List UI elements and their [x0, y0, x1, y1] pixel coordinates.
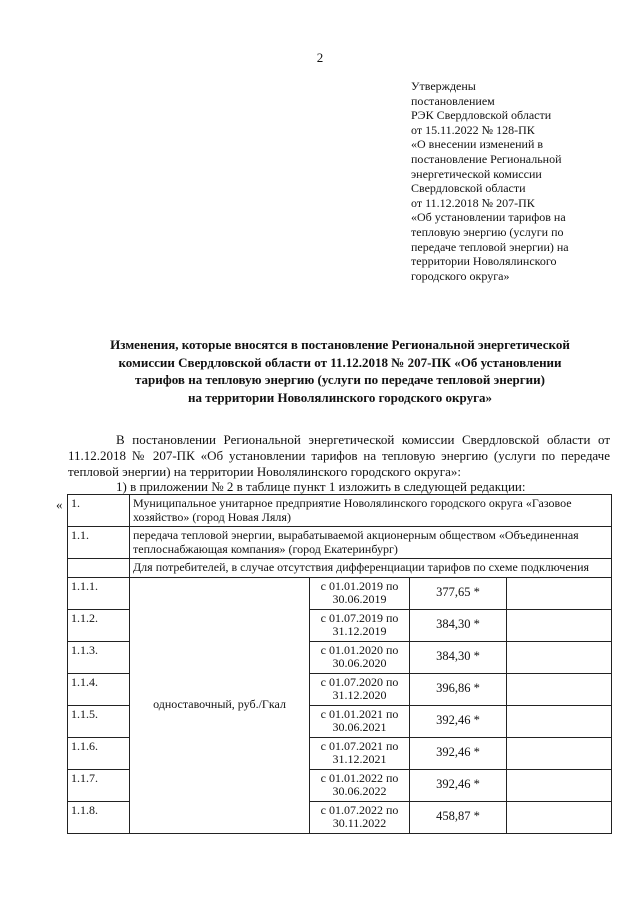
- value-cell: 392,46 *: [410, 737, 507, 769]
- rate-type-cell: одноставочный, руб./Гкал: [130, 577, 310, 833]
- row-num: 1.1.5.: [68, 705, 130, 737]
- title-line: комиссии Свердловской области от 11.12.2018 № 207-ПК «Об установлении: [118, 354, 562, 370]
- intro-text: В постановлении Региональной энергетической комиссии Свердловской области от 11.12.2018 № 207-ПК «Об установлении тарифов на тепловую энергию (услуги по передаче тепловой энергии) на территории Новолялинского городского округа»:: [68, 432, 610, 479]
- period-cell: с 01.07.2022 по 30.11.2022: [310, 801, 410, 833]
- period-cell: с 01.01.2019 по 30.06.2019: [310, 577, 410, 609]
- period-cell: с 01.07.2021 по 31.12.2021: [310, 737, 410, 769]
- open-quote: «: [56, 497, 63, 512]
- approval-line: городского округа»: [411, 268, 510, 283]
- row-num: 1.1.6.: [68, 737, 130, 769]
- table-cell-empty: [507, 609, 612, 641]
- value-cell: 458,87 *: [410, 801, 507, 833]
- period-cell: с 01.07.2019 по 31.12.2019: [310, 609, 410, 641]
- table-cell-empty: [507, 673, 612, 705]
- row-num: 1.1.3.: [68, 641, 130, 673]
- value-cell: 396,86 *: [410, 673, 507, 705]
- table-cell-empty: [507, 705, 612, 737]
- consumers-cell: Для потребителей, в случае отсутствия дифференциации тарифов по схеме подключения: [130, 559, 612, 578]
- tariff-table: [67, 494, 612, 834]
- title-line: тарифов на тепловую энергию (услуги по передаче тепловой энергии): [135, 372, 545, 387]
- period-cell: с 01.07.2020 по 31.12.2020: [310, 673, 410, 705]
- org-name-cell: Муниципальное унитарное предприятие Новолялинского городского округа «Газовое хозяйство» (город Новая Ляля): [130, 495, 612, 527]
- document-title: [70, 336, 610, 406]
- table-cell-empty: [68, 559, 130, 578]
- approval-line: территории Новолялинского: [411, 254, 557, 269]
- title-line: Изменения, которые вносятся в постановление Региональной энергетической: [110, 337, 570, 352]
- row-num: 1.1.2.: [68, 609, 130, 641]
- row-num: 1.1.8.: [68, 801, 130, 833]
- approval-line: «О внесении изменений в: [411, 137, 544, 152]
- table-cell-empty: [507, 769, 612, 801]
- approval-line: от 11.12.2018 № 207-ПК: [411, 195, 535, 210]
- approval-line: постановление Региональной: [411, 151, 562, 166]
- row-num: 1.1.1.: [68, 577, 130, 609]
- table-cell-empty: [507, 801, 612, 833]
- page-number: 2: [316, 50, 324, 65]
- value-cell: 392,46 *: [410, 769, 507, 801]
- table-row: [68, 577, 612, 609]
- value-cell: 377,65 *: [410, 577, 507, 609]
- title-line: на территории Новолялинского городского округа»: [188, 389, 492, 405]
- row-num: 1.1.7.: [68, 769, 130, 801]
- period-cell: с 01.01.2020 по 30.06.2020: [310, 641, 410, 673]
- approval-line: тепловую энергию (услуги по: [411, 224, 564, 239]
- item-1-text: 1) в приложении № 2 в таблице пункт 1 изложить в следующей редакции:: [116, 479, 526, 494]
- approval-line: от 15.11.2022 № 128-ПК: [411, 122, 535, 137]
- service-name-cell: передача тепловой энергии, вырабатываемой акционерным обществом «Объединенная теплоснабжающая компания» (город Екатеринбург): [130, 527, 612, 559]
- approval-line: энергетической комиссии: [411, 166, 542, 181]
- approval-block: [411, 79, 611, 283]
- period-cell: с 01.01.2021 по 30.06.2021: [310, 705, 410, 737]
- approval-line: «Об установлении тарифов на: [411, 210, 566, 225]
- table-cell-empty: [507, 577, 612, 609]
- table-cell-num: 1.: [68, 495, 130, 527]
- table-cell-empty: [507, 641, 612, 673]
- row-num: 1.1.4.: [68, 673, 130, 705]
- approval-line: Свердловской области: [411, 181, 526, 196]
- table-cell-empty: [507, 737, 612, 769]
- approval-line: РЭК Свердловской области: [411, 108, 552, 123]
- intro-paragraph: [68, 432, 610, 480]
- table-cell-num: 1.1.: [68, 527, 130, 559]
- value-cell: 392,46 *: [410, 705, 507, 737]
- approval-line: Утверждены: [411, 79, 476, 93]
- period-cell: с 01.01.2022 по 30.06.2022: [310, 769, 410, 801]
- approval-line: постановлением: [411, 93, 495, 108]
- value-cell: 384,30 *: [410, 641, 507, 673]
- value-cell: 384,30 *: [410, 609, 507, 641]
- approval-line: передаче тепловой энергии) на: [411, 239, 569, 254]
